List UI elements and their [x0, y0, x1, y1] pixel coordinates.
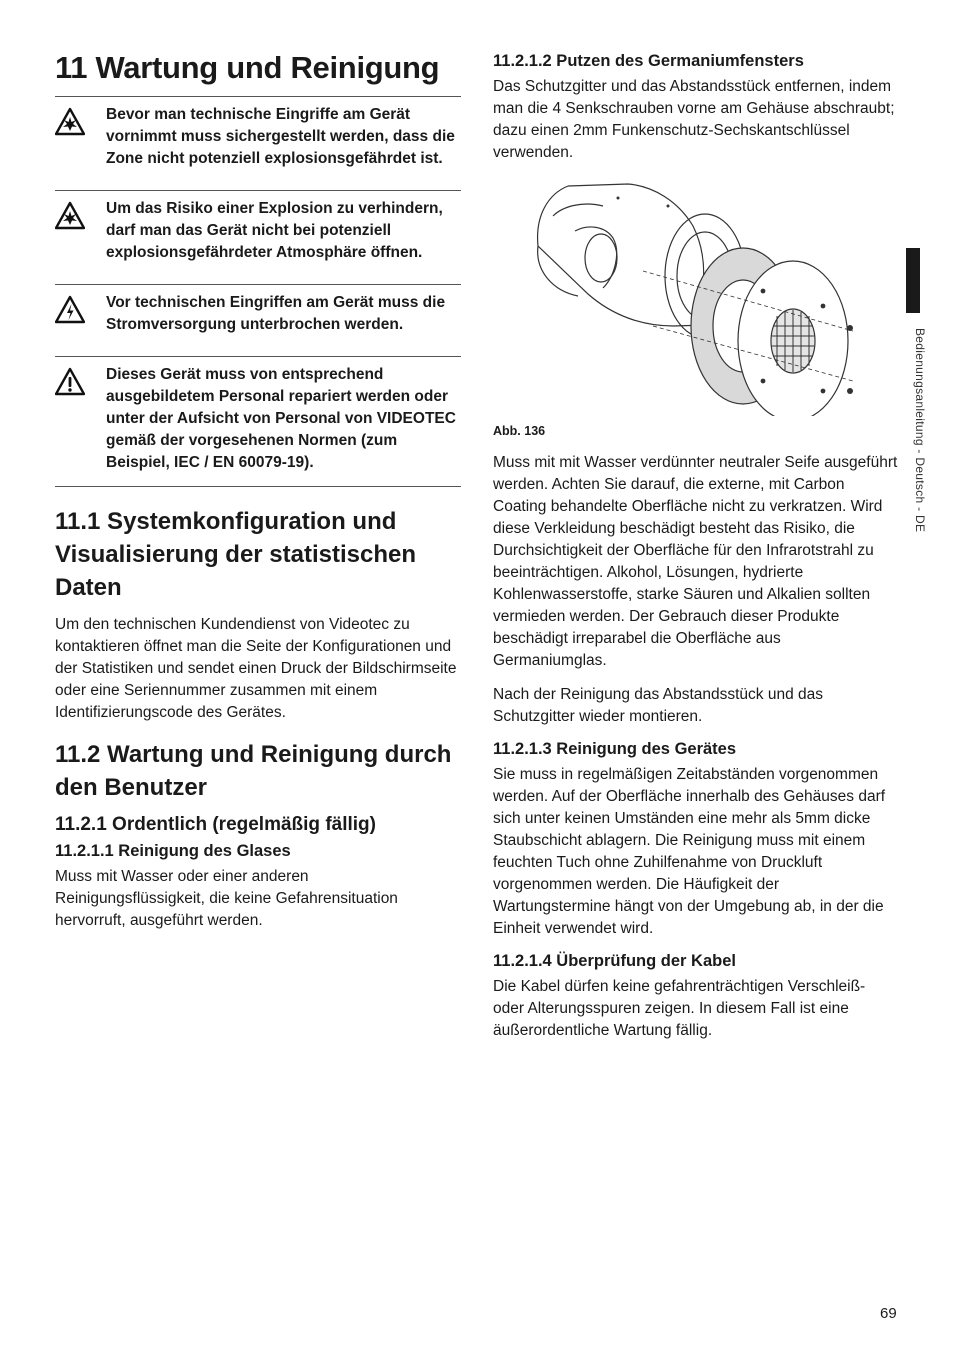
right-column	[493, 52, 898, 1054]
chapter-title: 11 Wartung und Reinigung	[55, 50, 440, 85]
section-11-2-1-4-body: Die Kabel dürfen keine gefahrenträchtigen Verschleiß- oder Alterungsspuren zeigen. In diesem Fall ist eine äußerordentliche Wartung fällig.	[493, 978, 866, 1039]
warning-text: Bevor man technische Eingriffe am Gerät vornimmt muss sichergestellt werden, dass die Zone nicht potenziell explosionsgefährdet ist.	[106, 106, 455, 167]
section-heading-11-2: 11.2 Wartung und Reinigung durch den Benutzer	[55, 741, 452, 801]
page-number: 69	[880, 1305, 897, 1322]
section-11-2-1-3-body: Sie muss in regelmäßigen Zeitabständen vorgenommen werden. Auf der Oberfläche innerhalb des Gehäuses darf sich unter keinen Umständen eine mehr als 5mm dicke Staubschicht ablagern. Die Reinigung muss mit einem feuchten Tuch ohne Zuhilfenahme von Druckluft vorgenommen werden. Die Häufigkeit der Wartungstermine hängt von der Umgebung ab, in der die Einheit verwendet wird.	[493, 766, 886, 937]
left-column	[55, 50, 461, 944]
section-11-2-1-2-body-3: Nach der Reinigung das Abstandsstück und das Schutzgitter wieder montieren.	[493, 686, 824, 725]
warning-box	[55, 356, 461, 487]
section-11-1-body: Um den technischen Kundendienst von Videotec zu kontaktieren öffnet man die Seite der Konfigurationen und der Statistiken und sendet einen Druck der Bildschirmseite oder eine Seriennummer zusammen mit einem Identifizierungscode des Gerätes.	[55, 616, 457, 721]
side-tab-marker	[906, 248, 920, 313]
explosion-hazard-icon	[55, 107, 85, 139]
warning-box	[55, 284, 461, 348]
warning-text: Vor technischen Eingriffen am Gerät muss die Stromversorgung unterbrochen werden.	[106, 294, 446, 333]
general-warning-icon	[55, 367, 85, 399]
section-heading-11-2-1-4: 11.2.1.4 Überprüfung der Kabel	[493, 952, 736, 970]
section-11-2-1-1-body: Muss mit Wasser oder einer anderen Reinigungsflüssigkeit, die keine Gefahrensituation hervorruft, ausgeführt werden.	[55, 868, 398, 929]
side-label: Bedienungsanleitung - Deutsch - DE	[913, 328, 927, 533]
section-heading-11-2-1-2: 11.2.1.2 Putzen des Germaniumfensters	[493, 52, 804, 70]
warning-box	[55, 96, 461, 182]
explosion-hazard-icon	[55, 201, 85, 233]
warning-box	[55, 190, 461, 276]
section-heading-11-2-1-1: 11.2.1.1 Reinigung des Glases	[55, 842, 291, 860]
housing-exploded-figure	[493, 176, 898, 416]
section-heading-11-1: 11.1 Systemkonfiguration und Visualisierung der statistischen Daten	[55, 508, 417, 601]
section-heading-11-2-1-3: 11.2.1.3 Reinigung des Gerätes	[493, 740, 737, 758]
section-11-2-1-2-body: Das Schutzgitter und das Abstandsstück entfernen, indem man die 4 Senkschrauben vorne am Gehäuse abschraubt; dazu einen 2mm Funkenschutz-Sechskantschlüssel verwenden.	[493, 78, 895, 161]
warning-text: Dieses Gerät muss von entsprechend ausgebildetem Personal repariert werden oder unter der Aufsicht von Personal von VIDEOTEC gemäß der vorgesehenen Normen (zum Beispiel, IEC / EN 60079-19).	[106, 366, 456, 471]
section-11-2-1-2-body-2: Muss mit mit Wasser verdünnter neutraler Seife ausgeführt werden. Achten Sie darauf, die externe, mit Carbon Coating behandelte Oberfläche nicht zu verkratzen. Wird diese Verkleidung beschädigt besteht das Risiko, die Durchsichtigkeit der Oberfläche für den Infrarotstrahl zu beeinträchtigen. Alkohol, Lösungen, hydrierte Kohlenwasserstoffe, starke Säuren und Alkalien sollten vermieden werden. Der Gebrauch dieser Produkte beschädigt irreparabel die Oberfläche aus Germaniumglas.	[493, 454, 898, 669]
section-heading-11-2-1: 11.2.1 Ordentlich (regelmäßig fällig)	[55, 814, 376, 835]
electric-hazard-icon	[55, 295, 85, 327]
warning-text: Um das Risiko einer Explosion zu verhindern, darf man das Gerät nicht bei potenziell explosionsgefährdeter Atmosphäre öffnen.	[106, 200, 443, 261]
housing-exploded-drawing	[493, 176, 898, 416]
figure-caption: Abb. 136	[493, 424, 546, 438]
